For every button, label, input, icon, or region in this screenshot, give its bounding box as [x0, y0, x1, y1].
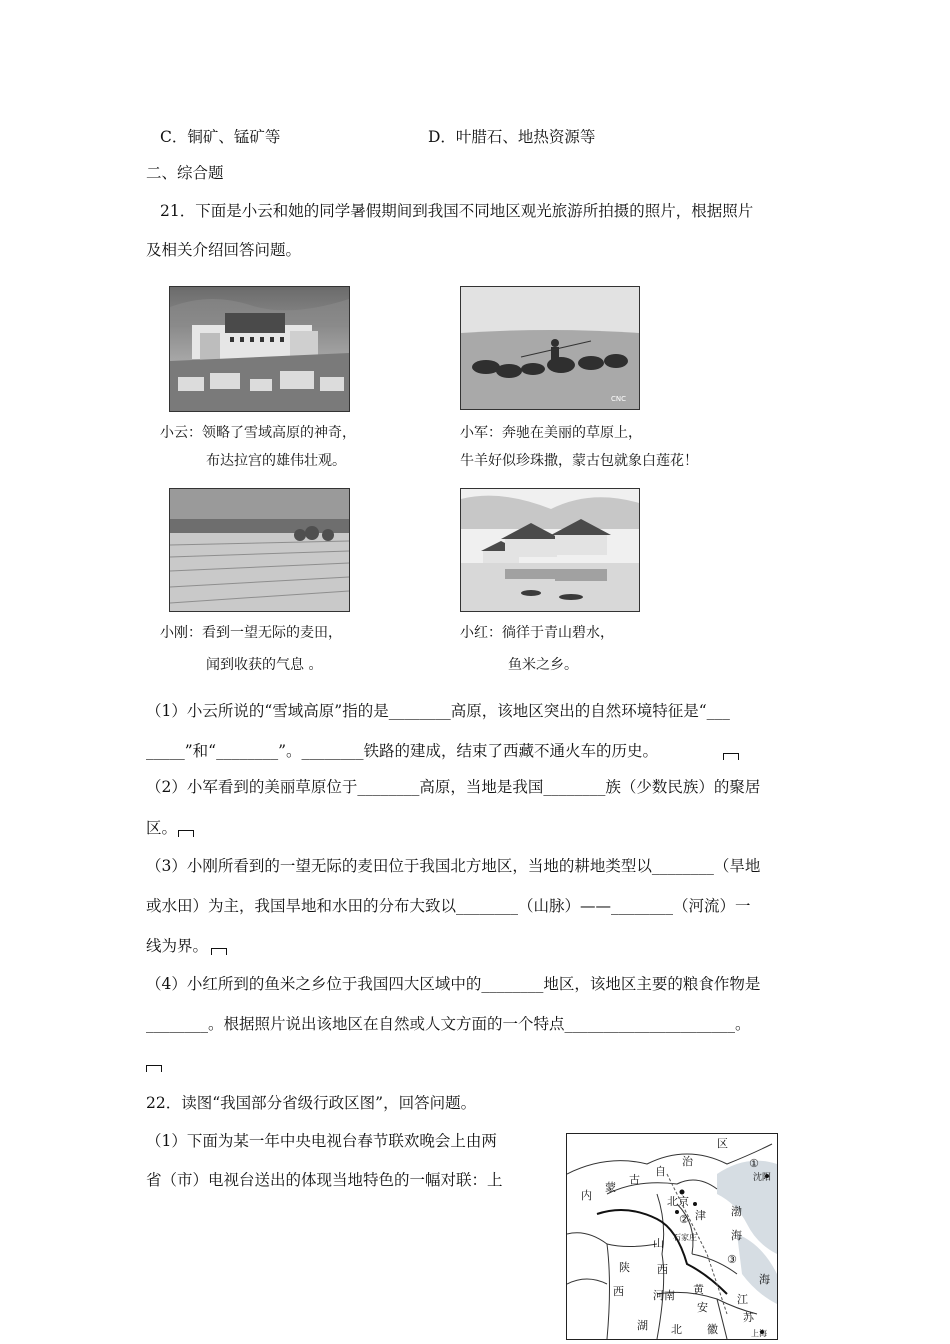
option-c: C．铜矿、锰矿等 [160, 128, 281, 146]
map-label-nei: 内 [581, 1189, 592, 1202]
q22-sub1-line2: 省（市）电视台送出的体现当地特色的一幅对联：上 [146, 1171, 503, 1189]
map-label-n1: ① [749, 1157, 759, 1170]
map-label-bohai: 渤 [731, 1205, 742, 1218]
q21-sub3-line1: （3）小刚所看到的一望无际的麦田位于我国北方地区，当地的耕地类型以________（旱地 [146, 857, 761, 875]
edit-mark [146, 1065, 162, 1072]
photo-water-town [460, 488, 640, 612]
province-map [566, 1133, 778, 1340]
q22-intro: 22．读图“我国部分省级行政区图”，回答问题。 [146, 1094, 477, 1112]
map-label-shan: 山 [653, 1237, 664, 1250]
q21-sub2-line2: 区。 [146, 819, 178, 837]
edit-mark [211, 948, 227, 955]
map-label-bei: 北 [671, 1323, 682, 1336]
caption-xiaojun-2: 牛羊好似珍珠撒，蒙古包就象白莲花！ [460, 453, 698, 469]
q21-intro-line2: 及相关介绍回答问题。 [146, 241, 302, 259]
caption-xiaojun-1: 小军：奔驰在美丽的草原上， [460, 425, 642, 441]
map-label-henan: 河南 [653, 1289, 675, 1302]
map-label-shaan: 陕 [619, 1261, 630, 1274]
q21-sub2-line1: （2）小军看到的美丽草原位于________高原，当地是我国________族（少数民族）的聚居 [146, 778, 761, 796]
map-label-shenyang: 沈阳 [753, 1173, 772, 1183]
q21-sub1-line1: （1）小云所说的“雪域高原”指的是________高原，该地区突出的自然环境特征是“___ [146, 702, 730, 720]
map-label-shijiazhuang: 石家庄 [673, 1233, 697, 1242]
map-label-meng: 蒙 [605, 1181, 616, 1194]
map-label-huang: 黄 [693, 1283, 704, 1296]
section-title: 二、综合题 [146, 164, 224, 182]
q21-sub3-line2: 或水田）为主，我国旱地和水田的分布大致以________（山脉）——________（河流）一 [146, 897, 751, 915]
map-label-hai: 海 [731, 1229, 742, 1242]
caption-xiaohong-2: 鱼米之乡。 [508, 657, 578, 673]
q21-sub3-line3: 线为界。 [146, 937, 209, 955]
q21-sub4-line1: （4）小红所到的鱼米之乡位于我国四大区域中的________地区，该地区主要的粮食作物是 [146, 975, 761, 993]
map-label-hui: 徽 [707, 1323, 718, 1336]
map-label-an: 安 [697, 1301, 708, 1314]
map-label-gu: 古 [629, 1173, 640, 1186]
caption-xiaogang-2: 闻到收获的气息 。 [206, 657, 323, 673]
photo-wheat-field [169, 488, 350, 612]
map-label-beijing: 北京 [667, 1195, 689, 1208]
map-label-tianjin: 津 [695, 1209, 706, 1222]
map-label-hu: 湖 [637, 1319, 648, 1332]
map-label-n2: ② [679, 1213, 689, 1226]
caption-xiaoyun-2: 布达拉宫的雄伟壮观。 [206, 453, 346, 469]
map-label-jiang: 江 [737, 1293, 748, 1306]
q22-sub1-line1: （1）下面为某一年中央电视台春节联欢晚会上由两 [146, 1132, 497, 1150]
caption-xiaohong-1: 小红：徜徉于青山碧水， [460, 625, 614, 641]
photo-grassland-horses [460, 286, 640, 410]
map-label-xi2: 西 [613, 1285, 624, 1298]
q21-intro-line1: 21．下面是小云和她的同学暑假期间到我国不同地区观光旅游所拍摄的照片，根据照片 [160, 202, 754, 220]
option-d: D．叶腊石、地热资源等 [428, 128, 596, 146]
cnc-watermark: CNC [611, 395, 627, 403]
q21-sub4-line2: ________。根据照片说出该地区在自然或人文方面的一个特点______________________。 [146, 1015, 751, 1033]
map-label-n3: ③ [727, 1253, 737, 1266]
map-label-zi: 自 [655, 1165, 666, 1178]
q21-sub1-line2: _____”和“________”。________铁路的建成，结束了西藏不通火车的历史。 [146, 742, 659, 760]
map-label-huanghai: 海 [759, 1273, 770, 1286]
caption-xiaogang-1: 小刚：看到一望无际的麦田， [160, 625, 342, 641]
map-label-qu: 区 [717, 1137, 728, 1150]
caption-xiaoyun-1: 小云：领略了雪域高原的神奇， [160, 425, 356, 441]
edit-mark [178, 830, 194, 837]
map-label-zhi: 治 [682, 1155, 693, 1168]
photo-potala-palace [169, 286, 350, 412]
map-label-su: 苏 [743, 1311, 754, 1324]
map-label-shanghai: 上海 [751, 1329, 767, 1338]
edit-mark [723, 753, 739, 760]
map-label-xi1: 西 [657, 1263, 668, 1276]
